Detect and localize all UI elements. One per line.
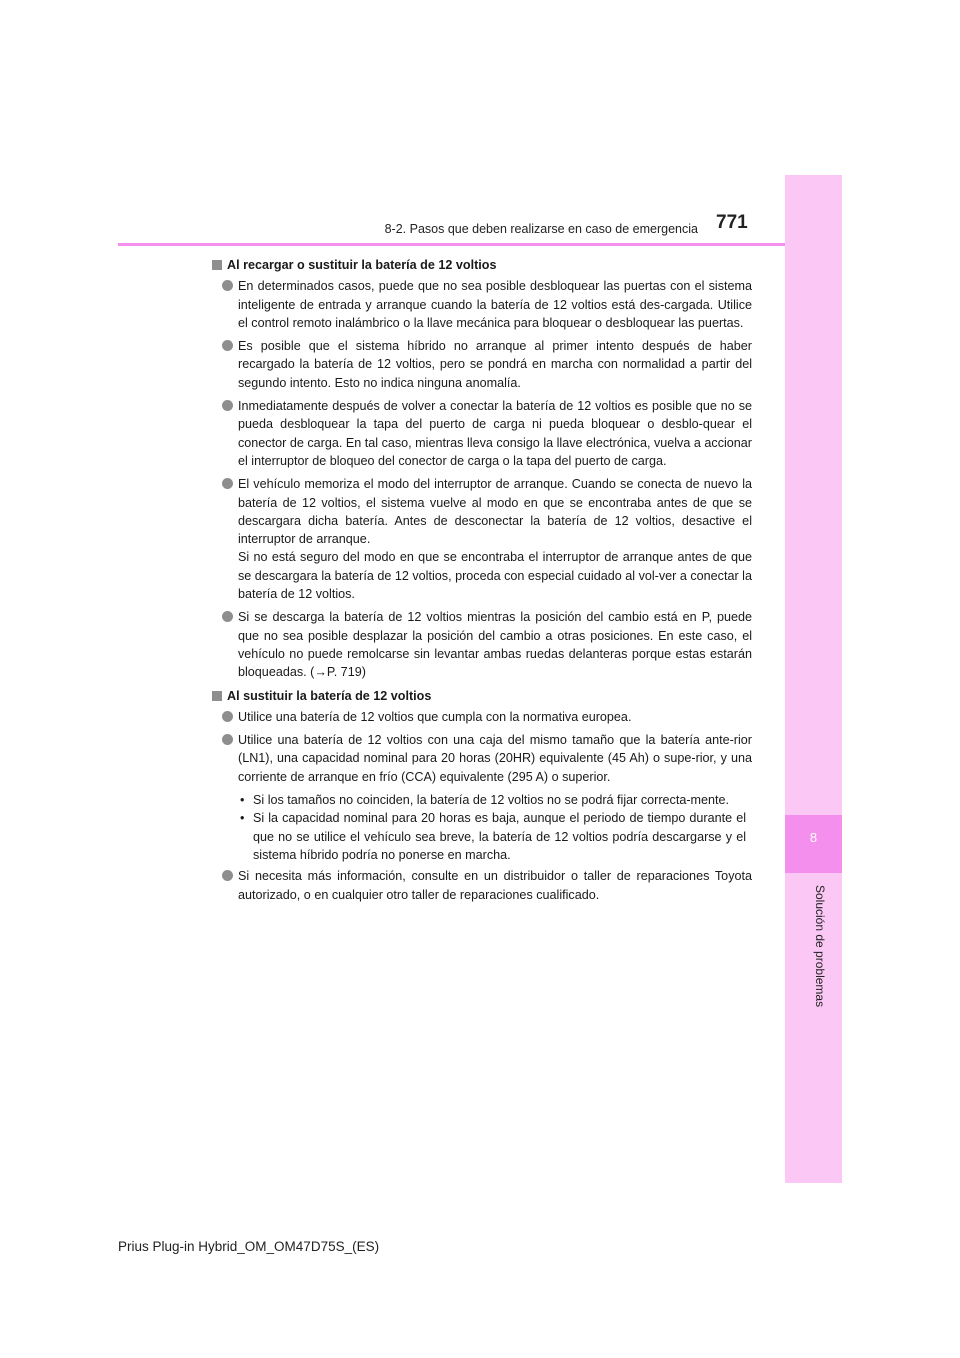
section-heading: Al recargar o sustituir la batería de 12 voltios xyxy=(212,256,752,274)
square-bullet-icon xyxy=(212,260,222,270)
sub-list-item: • Si la capacidad nominal para 20 horas es baja, aunque el periodo de tiempo durante el que no se utilice el vehículo sea breve, la batería de 12 voltios podría descargarse y el sistema híbrido podría no ponerse en marcha. xyxy=(240,809,752,864)
document-footer: Prius Plug-in Hybrid_OM_OM47D75S_(ES) xyxy=(118,1239,380,1254)
list-item xyxy=(212,475,752,603)
header-rule xyxy=(118,243,785,246)
sub-list-item: • Si los tamaños no coinciden, la batería de 12 voltios no se podrá fijar correcta-mente. xyxy=(240,791,752,809)
circle-bullet-icon xyxy=(222,340,233,351)
paragraph: Si no está seguro del modo en que se encontraba el interruptor de arranque antes de que se descargara la batería de 12 voltios, proceda con especial cuidado al vol-ver a conectar la batería de 12 voltios. xyxy=(238,550,752,602)
circle-bullet-icon xyxy=(222,478,233,489)
chapter-number: 8 xyxy=(809,830,818,845)
section-heading: Al sustituir la batería de 12 voltios xyxy=(212,687,752,705)
circle-bullet-icon xyxy=(222,400,233,411)
sub-list xyxy=(212,791,752,864)
circle-bullet-icon xyxy=(222,280,233,291)
circle-bullet-icon xyxy=(222,611,233,622)
paragraph: El vehículo memoriza el modo del interruptor de arranque. Cuando se conecta de nuevo la batería de 12 voltios, el sistema vuelve al modo en que se encontraba antes de que se descargara dicha batería. Antes de desconectar la batería de 12 voltios, desactive el interruptor de arranque. xyxy=(238,477,752,547)
circle-bullet-icon xyxy=(222,711,233,722)
circle-bullet-icon xyxy=(222,734,233,745)
square-bullet-icon xyxy=(212,691,222,701)
list-item: Utilice una batería de 12 voltios que cumpla con la normativa europea. xyxy=(212,708,752,726)
chapter-side-tab xyxy=(785,175,842,1183)
page-body xyxy=(212,256,752,909)
circle-bullet-icon xyxy=(222,870,233,881)
list-item: Si se descarga la batería de 12 voltios mientras la posición del cambio está en P, puede que no sea posible desplazar la posición del cambio a otras posiciones. En este caso, el vehículo no puede remolcarse sin levantar ambas ruedas delanteras porque estas estarán bloqueadas. (→P. 719) xyxy=(212,608,752,681)
sub-bullet-marker: • xyxy=(240,793,245,808)
section-title: 8-2. Pasos que deben realizarse en caso de emergencia xyxy=(384,222,698,236)
list-item: Si necesita más información, consulte en un distribuidor o taller de reparaciones Toyota autorizado, o en cualquier otro taller de reparaciones cualificado. xyxy=(212,867,752,904)
chapter-title: Solución de problemas xyxy=(813,885,827,1008)
page-number: 771 xyxy=(716,212,748,233)
list-item: Inmediatamente después de volver a conectar la batería de 12 voltios es posible que no se pueda desbloquear la tapa del puerto de carga ni pueda bloquear o desblo-quear el conector de carga. En tal caso, mientras lleva consigo la llave electrónica, vuelva a accionar el interruptor de bloqueo del conector de carga o la tapa del puerto de carga. xyxy=(212,397,752,470)
sub-bullet-marker: • xyxy=(240,811,245,826)
list-item: Utilice una batería de 12 voltios con una caja del mismo tamaño que la batería ante-rior (LN1), una capacidad nominal para 20 horas (20HR) equivalente (45 Ah) o supe-rior, y una corriente de arranque en frío (CCA) equivalente (295 A) o superior. xyxy=(212,731,752,786)
list-item: Es posible que el sistema híbrido no arranque al primer intento después de haber recargado la batería de 12 voltios, pero se pondrá en marcha con normalidad a partir del segundo intento. Esto no indica ninguna anomalía. xyxy=(212,337,752,392)
list-item: En determinados casos, puede que no sea posible desbloquear las puertas con el sistema inteligente de entrada y arranque cuando la batería de 12 voltios está des-cargada. Utilice el control remoto inalámbrico o la llave mecánica para bloquear o desbloquear las puertas. xyxy=(212,277,752,332)
